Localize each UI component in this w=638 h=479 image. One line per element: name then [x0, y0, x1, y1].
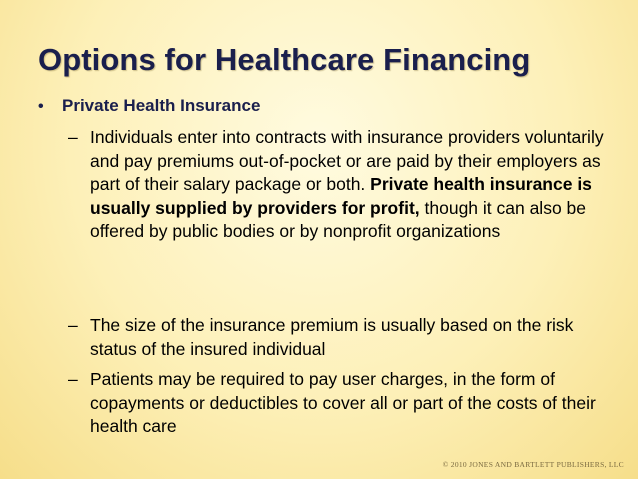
sub-point-3 — [68, 368, 608, 439]
sub-point-1 — [68, 126, 608, 244]
sub-point-2-text: The size of the insurance premium is usually based on the risk status of the insured individual — [90, 315, 574, 359]
dash-icon: – — [68, 369, 78, 389]
sub-point-1-text-after: though it can also be offered by public bodies or by nonprofit organizations — [90, 197, 587, 241]
sub-point-1-text-before: Individuals enter into contracts with insurance providers voluntarily and pay premiums out-of-pocket or are paid by their employers as part of their salary package or both. — [90, 127, 604, 194]
slide-title: Options for Healthcare Financing — [38, 42, 531, 77]
sub-point-1-text-bold: Private health insurance is usually supplied by providers for profit, — [90, 174, 592, 218]
sub-point-1-text — [90, 126, 608, 244]
dash-icon: – — [68, 127, 78, 147]
copyright-notice: © 2010 JONES AND BARTLETT PUBLISHERS, LLC — [442, 460, 624, 469]
bullet-icon: • — [38, 98, 44, 115]
sub-point-2 — [68, 314, 608, 361]
dash-icon: – — [68, 315, 78, 335]
bullet-label: Private Health Insurance — [62, 96, 261, 115]
sub-point-3-text: Patients may be required to pay user charges, in the form of copayments or deductibles to cover all or part of the costs of their health care — [90, 369, 596, 436]
bullet-private-health-insurance — [38, 96, 260, 116]
